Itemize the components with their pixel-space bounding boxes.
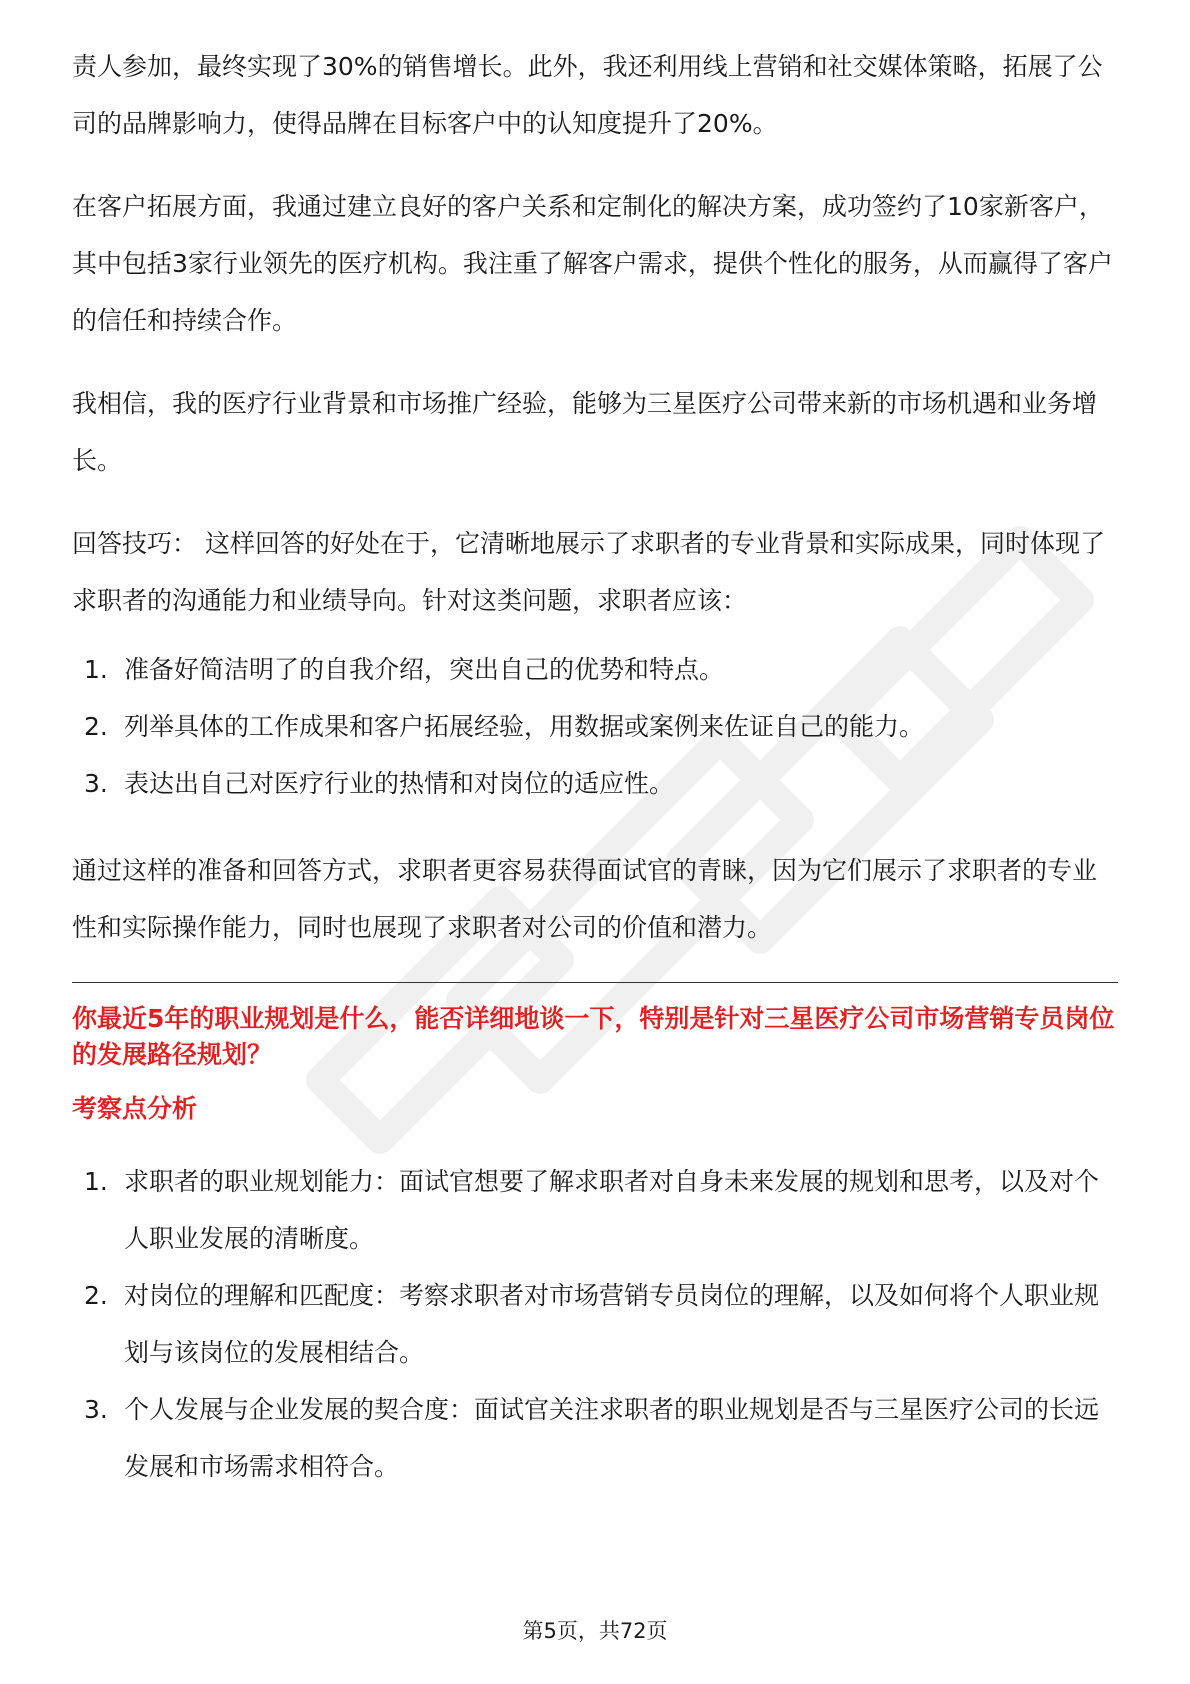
list-item bbox=[72, 698, 1118, 755]
list-item bbox=[72, 755, 1118, 812]
list-number: 3. bbox=[84, 769, 108, 798]
list-text: 表达出自己对医疗行业的热情和对岗位的适应性。 bbox=[124, 769, 675, 798]
question-heading: 你最近5年的职业规划是什么，能否详细地谈一下，特别是针对三星医疗公司市场营销专员岗位的发展路径规划？ bbox=[72, 1004, 1115, 1069]
list-number: 1. bbox=[84, 1167, 108, 1196]
analysis-list bbox=[72, 1153, 1118, 1495]
list-item bbox=[72, 1267, 1118, 1381]
list-text: 个人发展与企业发展的契合度：面试官关注求职者的职业规划是否与三星医疗公司的长远发展和市场需求相符合。 bbox=[124, 1395, 1100, 1481]
analysis-title: 考察点分析 bbox=[72, 1094, 198, 1123]
list-text: 求职者的职业规划能力：面试官想要了解求职者对自身未来发展的规划和思考，以及对个人职业发展的清晰度。 bbox=[124, 1167, 1100, 1253]
paragraph-sales-growth: 责人参加，最终实现了30%的销售增长。此外，我还利用线上营销和社交媒体策略，拓展了公司的品牌影响力，使得品牌在目标客户中的认知度提升了20%。 bbox=[72, 52, 1103, 138]
list-text: 准备好简洁明了的自我介绍，突出自己的优势和特点。 bbox=[124, 655, 725, 684]
list-number: 1. bbox=[84, 655, 108, 684]
document-page bbox=[72, 38, 1118, 1525]
list-item bbox=[72, 1153, 1118, 1267]
list-number: 2. bbox=[84, 712, 108, 741]
page-footer: 第5页，共72页 bbox=[522, 1619, 668, 1643]
paragraph-answer-tips: 回答技巧： 这样回答的好处在于，它清晰地展示了求职者的专业背景和实际成果，同时体现了求职者的沟通能力和业绩导向。针对这类问题，求职者应该： bbox=[72, 529, 1105, 615]
tips-list bbox=[72, 641, 1118, 812]
list-item bbox=[72, 1381, 1118, 1495]
list-text: 列举具体的工作成果和客户拓展经验，用数据或案例来佐证自己的能力。 bbox=[124, 712, 925, 741]
section-divider bbox=[72, 982, 1118, 983]
list-number: 3. bbox=[84, 1395, 108, 1424]
paragraph-closing: 通过这样的准备和回答方式，求职者更容易获得面试官的青睐，因为它们展示了求职者的专业性和实际操作能力，同时也展现了求职者对公司的价值和潜力。 bbox=[72, 856, 1098, 942]
list-text: 对岗位的理解和匹配度：考察求职者对市场营销专员岗位的理解，以及如何将个人职业规划与该岗位的发展相结合。 bbox=[124, 1281, 1100, 1367]
list-item bbox=[72, 641, 1118, 698]
paragraph-belief: 我相信，我的医疗行业背景和市场推广经验，能够为三星医疗公司带来新的市场机遇和业务增长。 bbox=[72, 389, 1098, 475]
list-number: 2. bbox=[84, 1281, 108, 1310]
paragraph-client-expansion: 在客户拓展方面，我通过建立良好的客户关系和定制化的解决方案，成功签约了10家新客户，其中包括3家行业领先的医疗机构。我注重了解客户需求，提供个性化的服务，从而赢得了客户的信任和持续合作。 bbox=[72, 192, 1113, 335]
